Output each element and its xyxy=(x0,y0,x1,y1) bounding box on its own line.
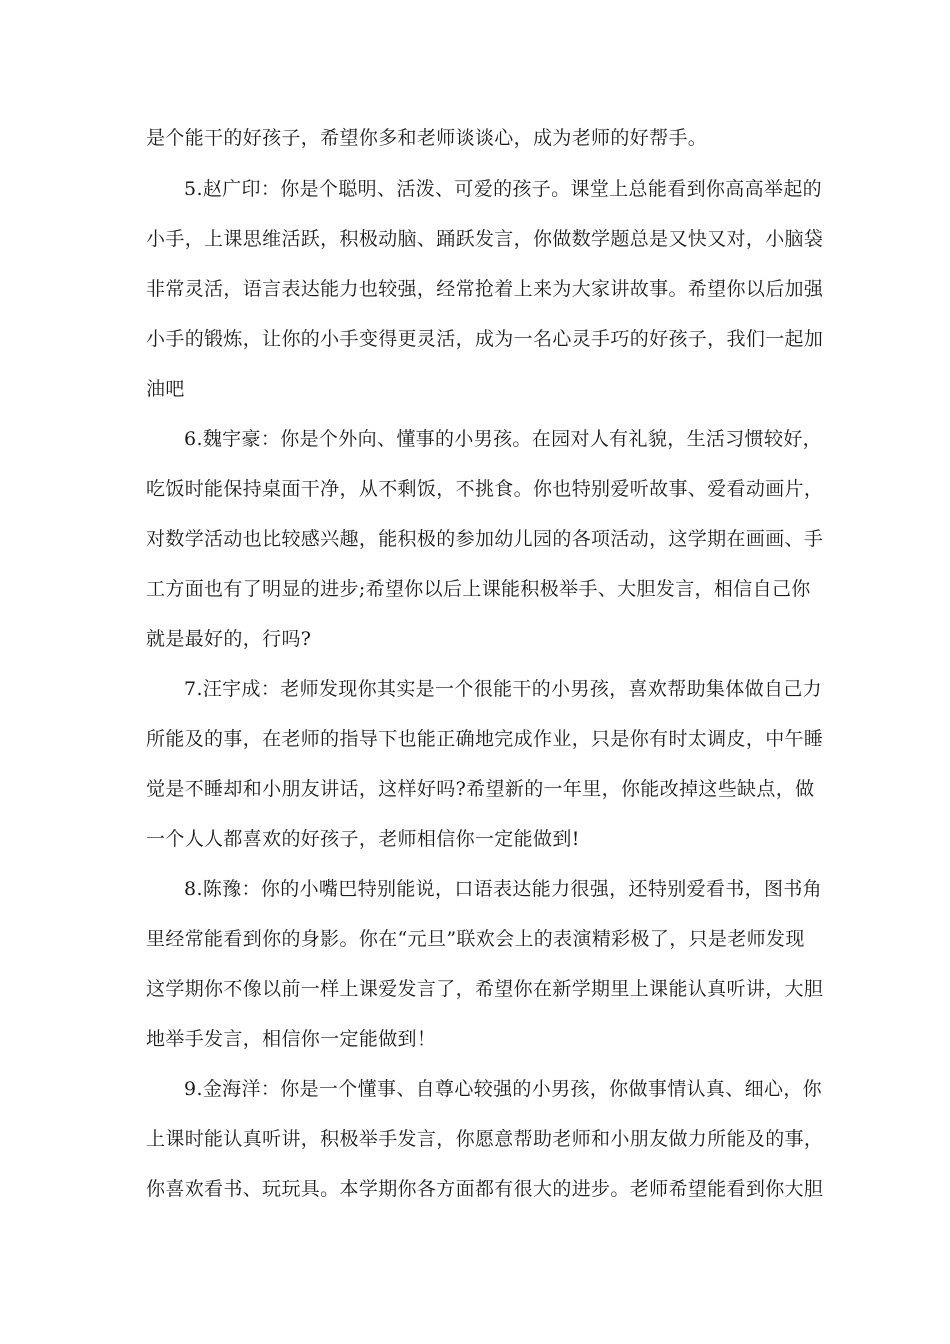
text-line: 油吧 xyxy=(146,378,185,400)
paragraph-start-line: 6.魏宇豪：你是个外向、懂事的小男孩。在园对人有礼貌，生活习惯较好， xyxy=(184,428,823,450)
text-line: 这学期你不像以前一样上课爱发言了，希望你在新学期里上课能认真听讲，大胆 xyxy=(146,978,824,1000)
text-line: 小手，上课思维活跃，积极动脑、踊跃发言，你做数学题总是又快又对，小脑袋 xyxy=(146,228,824,250)
paragraph-start-line: 7.汪宇成：老师发现你其实是一个很能干的小男孩，喜欢帮助集体做自己力 xyxy=(184,678,823,700)
text-line: 里经常能看到你的身影。你在“元旦”联欢会上的表演精彩极了，只是老师发现 xyxy=(146,928,805,950)
text-line: 是个能干的好孩子，希望你多和老师谈谈心，成为老师的好帮手。 xyxy=(146,127,708,149)
text-line: 地举手发言，相信你一定能做到！ xyxy=(146,1028,437,1050)
paragraph-start-line: 8.陈豫：你的小嘴巴特别能说，口语表达能力很强，还特别爱看书，图书角 xyxy=(184,878,823,900)
text-line: 小手的锻炼，让你的小手变得更灵活，成为一名心灵手巧的好孩子，我们一起加 xyxy=(146,328,824,350)
text-line: 所能及的事，在老师的指导下也能正确地完成作业，只是你有时太调皮，中午睡 xyxy=(146,728,824,750)
text-line: 就是最好的，行吗? xyxy=(146,628,312,650)
text-line: 上课时能认真听讲，积极举手发言，你愿意帮助老师和小朋友做力所能及的事， xyxy=(146,1128,824,1150)
text-line: 对数学活动也比较感兴趣，能积极的参加幼儿园的各项活动，这学期在画画、手 xyxy=(146,528,824,550)
text-line: 非常灵活，语言表达能力也较强，经常抢着上来为大家讲故事。希望你以后加强 xyxy=(146,278,824,300)
text-line: 吃饭时能保持桌面干净，从不剩饭，不挑食。你也特别爱听故事、爱看动画片， xyxy=(146,478,824,500)
text-line: 你喜欢看书、玩玩具。本学期你各方面都有很大的进步。老师希望能看到你大胆 xyxy=(146,1178,824,1200)
text-line: 工方面也有了明显的进步;希望你以后上课能积极举手、大胆发言，相信自己你 xyxy=(146,578,811,600)
text-line: 觉是不睡却和小朋友讲话，这样好吗?希望新的一年里，你能改掉这些缺点，做 xyxy=(146,778,815,800)
paragraph-start-line: 9.金海洋：你是一个懂事、自尊心较强的小男孩，你做事情认真、细心，你 xyxy=(184,1078,823,1100)
paragraph-start-line: 5.赵广印：你是个聪明、活泼、可爱的孩子。课堂上总能看到你高高举起的 xyxy=(184,178,823,200)
text-line: 一个人人都喜欢的好孩子，老师相信你一定能做到! xyxy=(146,828,580,850)
